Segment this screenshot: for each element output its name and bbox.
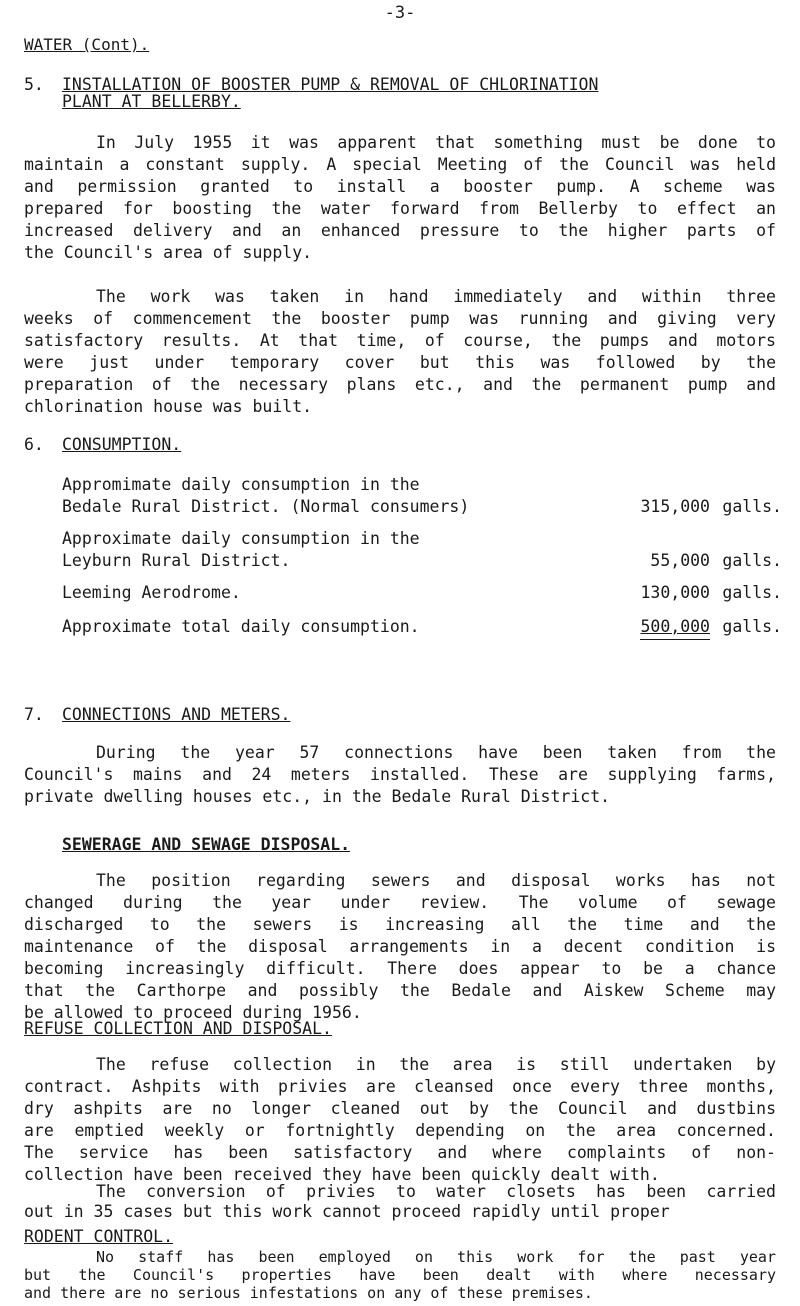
row-label-line2: Leyburn Rural District. [62,551,291,570]
section-7-title: CONNECTIONS AND METERS. [62,705,291,724]
text-line: and permission granted to install a booster pump. A scheme was [24,177,776,196]
text-line: No staff has been employed on this work for the past year [96,1248,776,1266]
text-line: dry ashpits are no longer cleaned out by the Council and dustbins [24,1099,776,1118]
rodent-heading [24,1226,173,1248]
text-line: out in 35 cases but this work cannot proceed rapidly until proper [24,1202,670,1221]
consumption-table [62,474,782,650]
sewerage-heading [62,834,350,856]
refuse-heading [24,1018,332,1040]
section-6-number: 6. [24,435,44,454]
text-line: chlorination house was built. [24,397,313,416]
text-line: prepared for boosting the water forward from Bellerby to effect an [24,199,776,218]
section-7-paragraph [24,742,776,808]
text-line: The refuse collection in the area is still undertaken by [96,1055,776,1074]
row-label: Approximate total daily consumption. [62,617,420,636]
text-line: and there are no serious infestations on any of these premises. [24,1284,593,1302]
text-line: becoming increasingly difficult. There does appear to be a chance [24,959,776,978]
refuse-paragraph-1 [24,1054,776,1186]
text-line: weeks of commencement the booster pump was running and giving very [24,309,776,328]
row-quantity-total: 500,000 [640,616,710,640]
row-unit: galls. [722,617,782,636]
row-unit: galls. [722,497,782,516]
row-label: Leeming Aerodrome. [62,583,241,602]
text-line: were just under temporary cover but this was followed by the [24,353,776,372]
text-line: The position regarding sewers and disposal works has not [96,871,776,890]
text-line: be allowed to proceed during 1956. [24,1003,362,1022]
running-head: WATER (Cont). [24,35,150,54]
row-quantity: 130,000 [640,583,710,602]
text-line: collection have been received they have been quickly dealt with. [24,1165,660,1184]
sewerage-paragraph [24,870,776,1024]
text-line: The work was taken in hand immediately and within three [96,287,776,306]
table-row [62,528,782,582]
row-label-line1: Appromimate daily consumption in the [62,475,420,494]
text-line: During the year 57 connections have been taken from the [96,743,776,762]
text-line: In July 1955 it was apparent that something must be done to [96,133,776,152]
text-line: increased delivery and an enhanced pressure to the higher parts of [24,221,776,240]
text-line: preparation of the necessary plans etc., and the permanent pump and [24,375,776,394]
section-6-heading [24,434,181,456]
row-label [62,474,502,518]
section-6-title: CONSUMPTION. [62,435,182,454]
text-line: The service has been satisfactory and where complaints of non- [24,1143,776,1162]
text-line: changed during the year under review. The volume of sewage [24,893,776,912]
row-label [62,528,502,572]
section-5-number: 5. [24,75,44,94]
refuse-title: REFUSE COLLECTION AND DISPOSAL. [24,1019,332,1038]
sewerage-title: SEWERAGE AND SEWAGE DISPOSAL. [62,835,351,854]
row-unit: galls. [722,551,782,570]
table-row [62,582,782,616]
text-line: private dwelling houses etc., in the Bedale Rural District. [24,787,611,806]
text-line: are emptied weekly or fortnightly depending on the area concerned. [24,1121,776,1140]
section-5-heading-line2 [62,91,241,113]
rodent-title: RODENT CONTROL. [24,1227,174,1246]
section-7-number: 7. [24,705,44,724]
row-unit: galls. [722,583,782,602]
text-line: satisfactory results. At that time, of course, the pumps and motors [24,331,776,350]
text-line: that the Carthorpe and possibly the Bedale and Aiskew Scheme may [24,981,776,1000]
text-line: maintain a constant supply. A special Meeting of the Council was held [24,155,776,174]
table-row-total [62,616,782,650]
rodent-paragraph [24,1248,776,1302]
section-5-paragraph-2 [24,286,776,418]
section-5-title-line1: INSTALLATION OF BOOSTER PUMP & REMOVAL OF CHLORINATION [62,75,599,94]
text-line: the Council's area of supply. [24,243,313,262]
refuse-paragraph-2 [24,1182,776,1222]
row-quantity: 315,000 [640,497,710,516]
section-5-title-line2: PLANT AT BELLERBY. [62,92,241,111]
row-quantity: 55,000 [650,551,710,570]
text-line: discharged to the sewers is increasing all the time and the [24,915,776,934]
text-line: Council's mains and 24 meters installed. These are supplying farms, [24,765,776,784]
row-label-line1: Approximate daily consumption in the [62,529,420,548]
section-7-heading [24,704,290,726]
text-line: but the Council's properties have been dealt with where necessary [24,1266,776,1284]
text-line: maintenance of the disposal arrangements in a decent condition is [24,937,776,956]
row-label-line2: Bedale Rural District. (Normal consumers) [62,497,470,516]
text-line: contract. Ashpits with privies are cleansed once every three months, [24,1077,776,1096]
section-5-paragraph-1 [24,132,776,264]
page-number: -3- [384,3,416,23]
text-line: The conversion of privies to water closets has been carried [96,1182,776,1201]
table-row [62,474,782,528]
